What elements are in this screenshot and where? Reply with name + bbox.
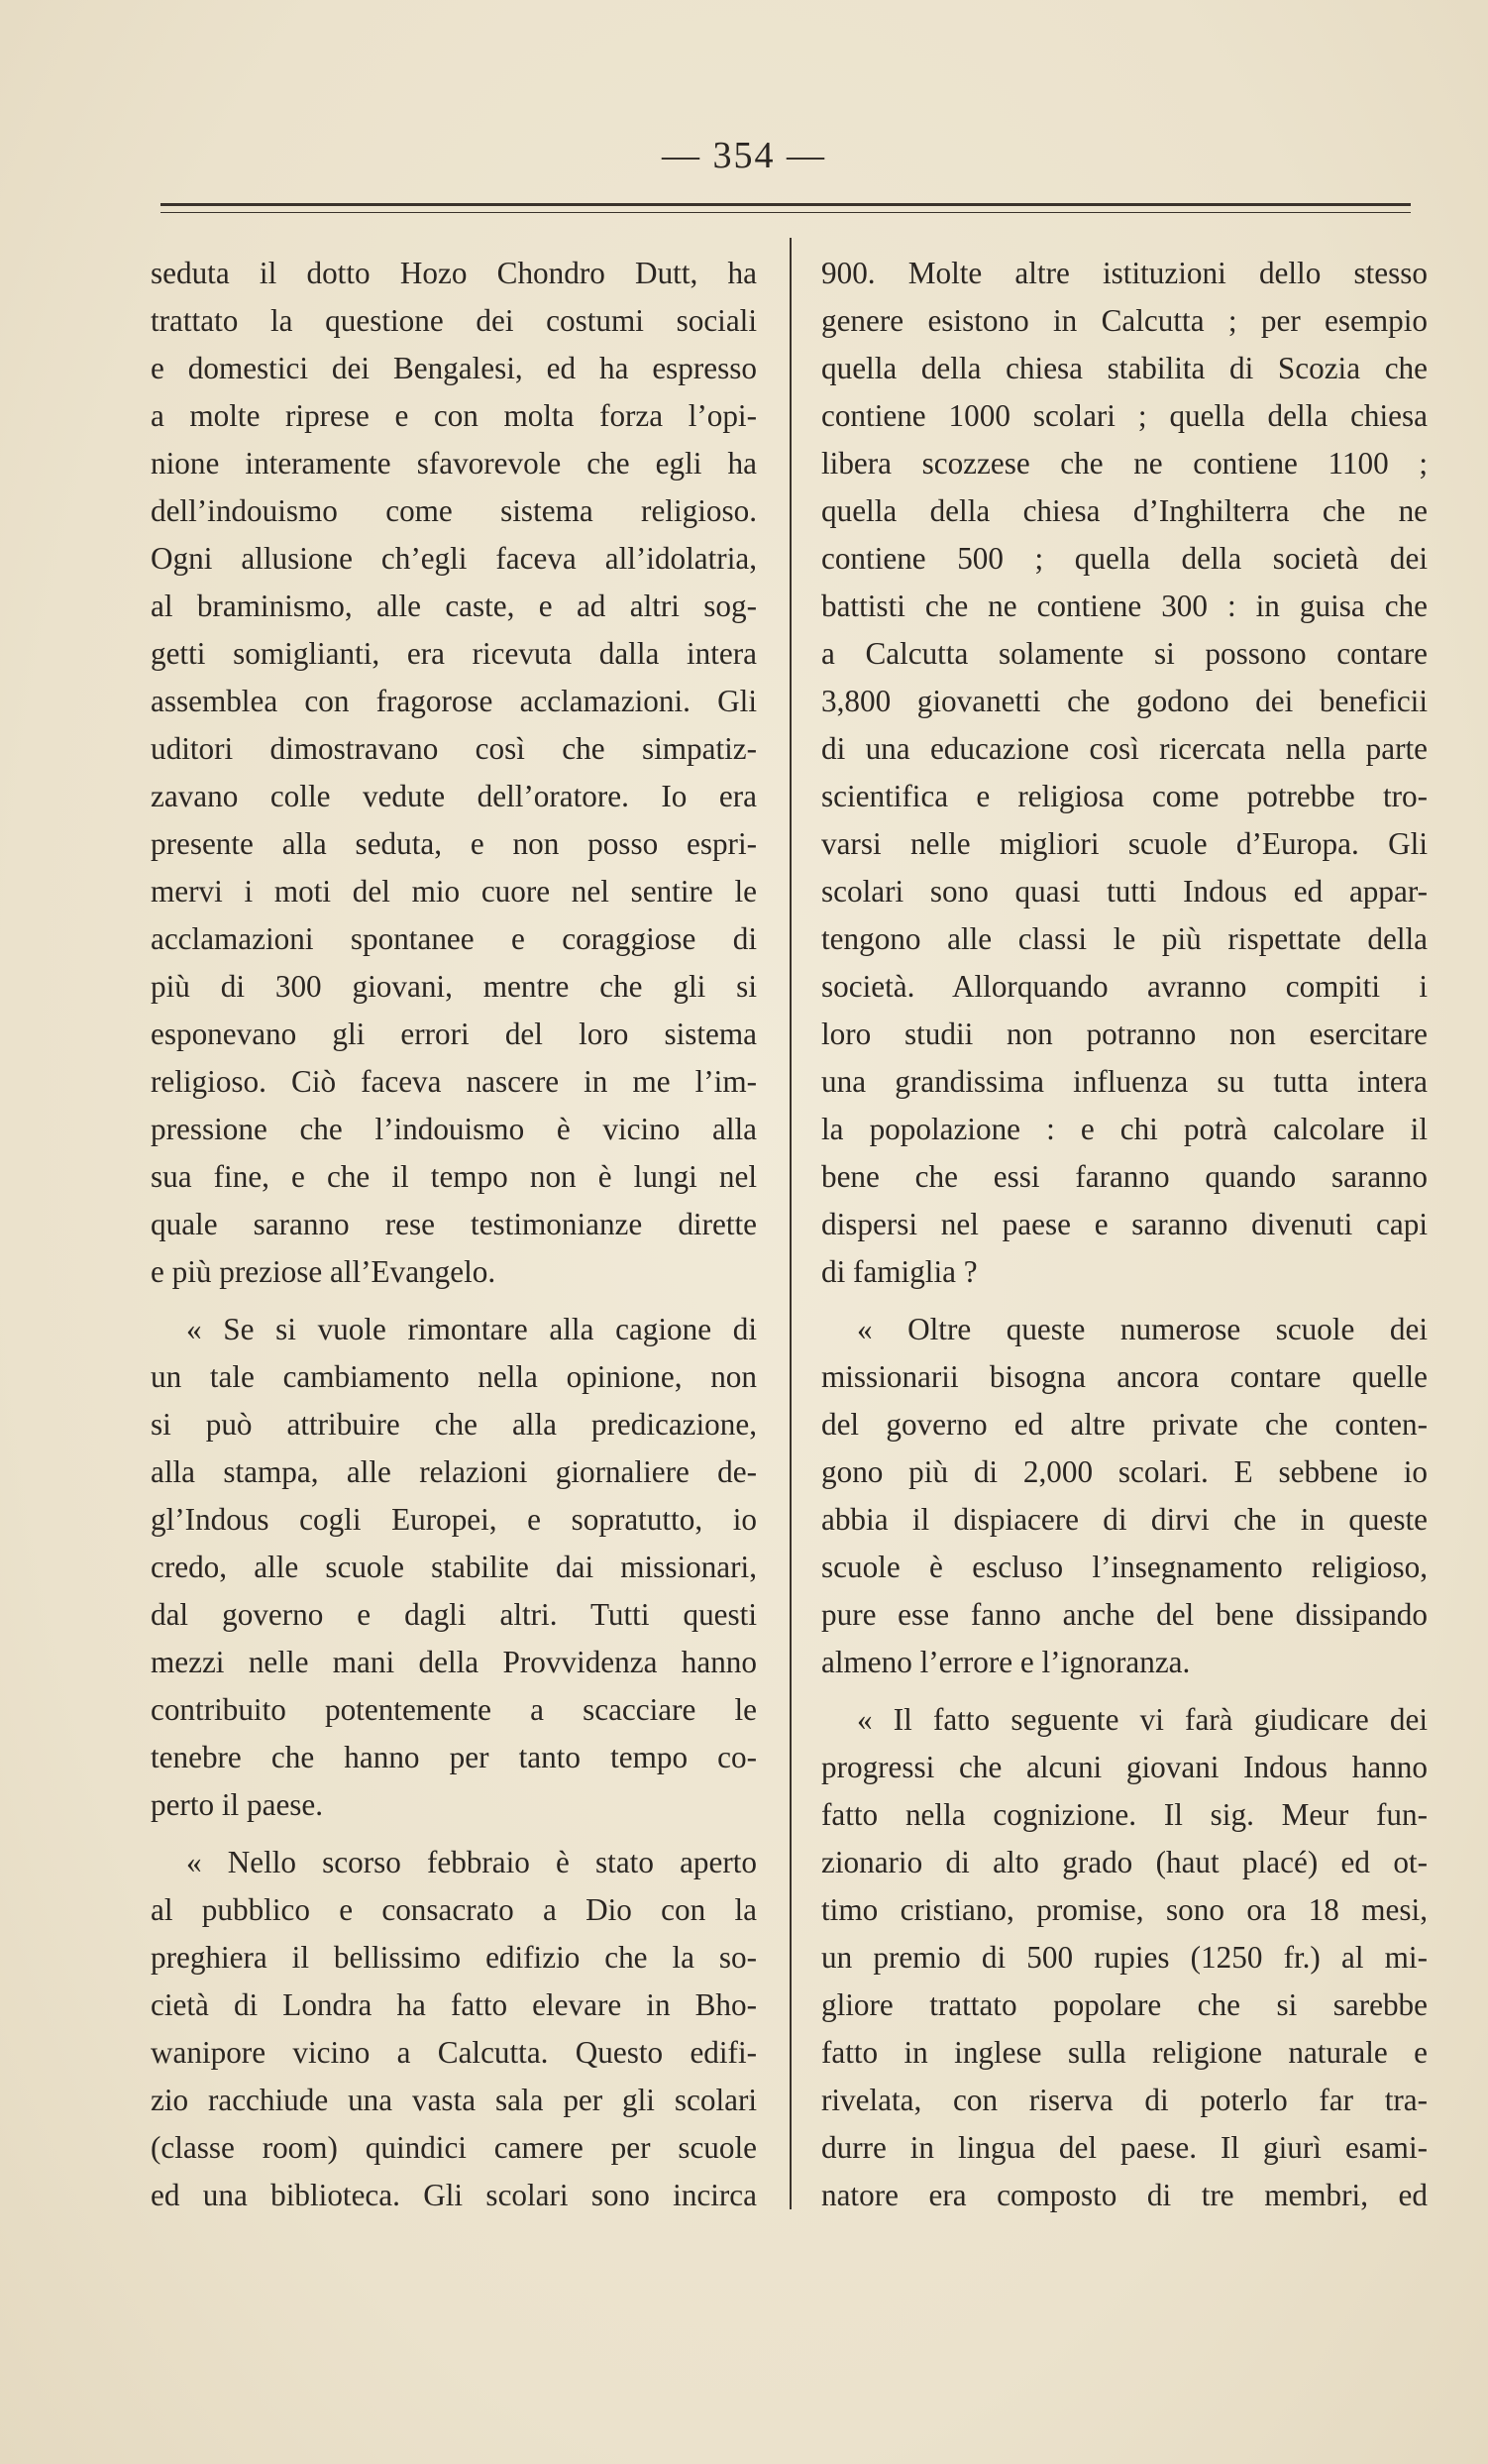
paragraph-gap — [821, 1296, 1428, 1306]
text-line: libera scozzese che ne contiene 1100 ; — [821, 446, 1428, 481]
text-line: pressione che l’indouismo è vicino alla — [151, 1112, 757, 1146]
text-line: quella della chiesa stabilita di Scozia che — [821, 351, 1428, 385]
text-line: cietà di Londra ha fatto elevare in Bho- — [151, 1987, 757, 2022]
text-line: contiene 1000 scolari ; quella della chiesa — [821, 398, 1428, 433]
text-line: loro studii non potranno non esercitare — [821, 1017, 1428, 1051]
text-line: timo cristiano, promise, sono ora 18 mesi, — [821, 1892, 1428, 1927]
text-line: nione interamente sfavorevole che egli ha — [151, 446, 757, 481]
text-line: quale saranno rese testimonianze dirette — [151, 1207, 757, 1241]
text-line: acclamazioni spontanee e coraggiose di — [151, 921, 757, 956]
text-line: seduta il dotto Hozo Chondro Dutt, ha — [151, 256, 757, 290]
text-line: gono più di 2,000 scolari. E sebbene io — [821, 1454, 1428, 1489]
text-line: zionario di alto grado (haut placé) ed ot- — [821, 1845, 1428, 1879]
text-line: (classe room) quindici camere per scuole — [151, 2130, 757, 2165]
text-line: del governo ed altre private che conten- — [821, 1407, 1428, 1442]
text-line: una grandissima influenza su tutta intera — [821, 1064, 1428, 1099]
text-line: bene che essi faranno quando saranno — [821, 1159, 1428, 1194]
text-line: dal governo e dagli altri. Tutti questi — [151, 1597, 757, 1632]
text-line: di famiglia ? — [821, 1254, 978, 1289]
text-line: wanipore vicino a Calcutta. Questo edifi- — [151, 2035, 757, 2070]
text-line: presente alla seduta, e non posso espri- — [151, 826, 757, 861]
text-line: « Oltre queste numerose scuole dei — [857, 1312, 1428, 1346]
text-line: di una educazione così ricercata nella parte — [821, 731, 1428, 766]
text-line: società. Allorquando avranno compiti i — [821, 969, 1428, 1004]
header-rule-thin — [160, 212, 1411, 213]
text-line: 3,800 giovanetti che godono dei beneficii — [821, 684, 1428, 718]
text-line: al braminismo, alle caste, e ad altri sog- — [151, 589, 757, 623]
text-line: uditori dimostravano così che simpatiz- — [151, 731, 757, 766]
text-line: varsi nelle migliori scuole d’Europa. Gli — [821, 826, 1428, 861]
text-line: preghiera il bellissimo edifizio che la so- — [151, 1940, 757, 1975]
text-line: sua fine, e che il tempo non è lungi nel — [151, 1159, 757, 1194]
text-line: battisti che ne contiene 300 : in guisa che — [821, 589, 1428, 623]
text-line: durre in lingua del paese. Il giurì esami- — [821, 2130, 1428, 2165]
text-line: dell’indouismo come sistema religioso. — [151, 493, 757, 528]
text-line: ed una biblioteca. Gli scolari sono incirca — [151, 2178, 757, 2212]
text-line: rivelata, con riserva di poterlo far tra- — [821, 2083, 1428, 2117]
text-line: al pubblico e consacrato a Dio con la — [151, 1892, 757, 1927]
paragraph-gap — [821, 1686, 1428, 1696]
text-line: credo, alle scuole stabilite dai missionari, — [151, 1550, 757, 1584]
text-line: scolari sono quasi tutti Indous ed appar- — [821, 874, 1428, 909]
text-line: mervi i moti del mio cuore nel sentire le — [151, 874, 757, 909]
header-rule-thick — [160, 203, 1411, 206]
paragraph-gap — [151, 1829, 757, 1839]
text-line: dispersi nel paese e saranno divenuti capi — [821, 1207, 1428, 1241]
text-line: a molte riprese e con molta forza l’opi- — [151, 398, 757, 433]
text-line: trattato la questione dei costumi sociali — [151, 303, 757, 338]
text-line: tenebre che hanno per tanto tempo co- — [151, 1740, 757, 1774]
text-line: missionarii bisogna ancora contare quelle — [821, 1359, 1428, 1394]
text-line: assemblea con fragorose acclamazioni. Gli — [151, 684, 757, 718]
text-line: la popolazione : e chi potrà calcolare il — [821, 1112, 1428, 1146]
text-line: contiene 500 ; quella della società dei — [821, 541, 1428, 576]
text-line: abbia il dispiacere di dirvi che in queste — [821, 1502, 1428, 1537]
text-line: e domestici dei Bengalesi, ed ha espresso — [151, 351, 757, 385]
text-line: un tale cambiamento nella opinione, non — [151, 1359, 757, 1394]
text-line: « Nello scorso febbraio è stato aperto — [186, 1845, 757, 1879]
text-line: « Se si vuole rimontare alla cagione di — [186, 1312, 757, 1346]
text-line: fatto nella cognizione. Il sig. Meur fun- — [821, 1797, 1428, 1832]
text-line: zavano colle vedute dell’oratore. Io era — [151, 779, 757, 813]
text-line: si può attribuire che alla predicazione, — [151, 1407, 757, 1442]
page-number: — 354 — — [662, 135, 826, 176]
text-line: gliore trattato popolare che si sarebbe — [821, 1987, 1428, 2022]
right-column — [821, 250, 1428, 2219]
text-line: alla stampa, alle relazioni giornaliere de- — [151, 1454, 757, 1489]
text-line: gl’Indous cogli Europei, e sopratutto, io — [151, 1502, 757, 1537]
text-line: zio racchiude una vasta sala per gli scolari — [151, 2083, 757, 2117]
text-line: perto il paese. — [151, 1787, 324, 1822]
text-line: getti somiglianti, era ricevuta dalla intera — [151, 636, 757, 671]
text-line: fatto in inglese sulla religione naturale e — [821, 2035, 1428, 2070]
paragraph-gap — [151, 1296, 757, 1306]
text-line: e più preziose all’Evangelo. — [151, 1254, 496, 1289]
text-line: un premio di 500 rupies (1250 fr.) al mi- — [821, 1940, 1428, 1975]
text-line: 900. Molte altre istituzioni dello stesso — [821, 256, 1428, 290]
text-line: scientifica e religiosa come potrebbe tro- — [821, 779, 1428, 813]
text-line: natore era composto di tre membri, ed — [821, 2178, 1428, 2212]
text-line: religioso. Ciò faceva nascere in me l’im- — [151, 1064, 757, 1099]
text-line: almeno l’errore e l’ignoranza. — [821, 1645, 1191, 1679]
text-line: a Calcutta solamente si possono contare — [821, 636, 1428, 671]
text-line: esponevano gli errori del loro sistema — [151, 1017, 757, 1051]
text-line: genere esistono in Calcutta ; per esempio — [821, 303, 1428, 338]
text-line: tengono alle classi le più rispettate della — [821, 921, 1428, 956]
left-column — [151, 250, 757, 2219]
text-line: pure esse fanno anche del bene dissipando — [821, 1597, 1428, 1632]
text-line: Ogni allusione ch’egli faceva all’idolatria, — [151, 541, 757, 576]
text-line: quella della chiesa d’Inghilterra che ne — [821, 493, 1428, 528]
text-line: più di 300 giovani, mentre che gli si — [151, 969, 757, 1004]
text-line: mezzi nelle mani della Provvidenza hanno — [151, 1645, 757, 1679]
column-divider — [790, 238, 792, 2209]
text-line: scuole è escluso l’insegnamento religioso, — [821, 1550, 1428, 1584]
text-line: contribuito potentemente a scacciare le — [151, 1692, 757, 1727]
text-line: progressi che alcuni giovani Indous hanno — [821, 1750, 1428, 1784]
text-line: « Il fatto seguente vi farà giudicare dei — [857, 1702, 1428, 1737]
